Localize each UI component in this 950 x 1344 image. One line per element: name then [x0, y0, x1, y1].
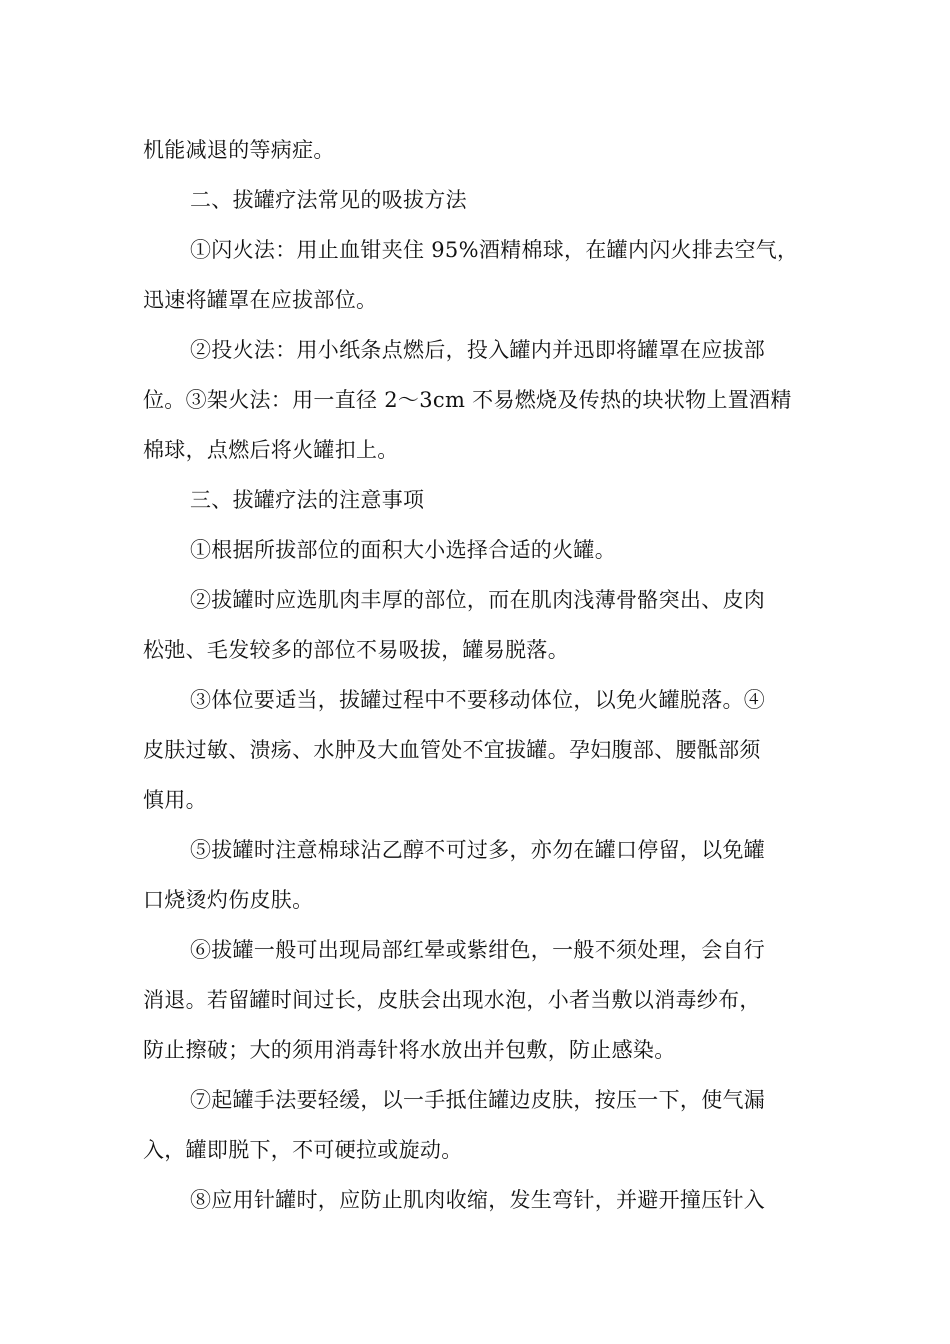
- text-line-19: 防止擦破；大的须用消毒针将水放出并包敷，防止感染。: [143, 1038, 676, 1062]
- text-line-22: ⑧应用针罐时，应防止肌肉收缩，发生弯针，并避开撞压针入: [190, 1188, 766, 1212]
- text-line-16: 口烧烫灼伤皮肤。: [143, 888, 314, 912]
- text-line-21: 入，罐即脱下，不可硬拉或旋动。: [143, 1138, 463, 1162]
- text-line-9: ①根据所拔部位的面积大小选择合适的火罐。: [190, 538, 616, 562]
- section-heading-2: 二、拔罐疗法常见的吸拔方法: [190, 188, 467, 212]
- text-line-5: ②投火法：用小纸条点燃后，投入罐内并迅即将罐罩在应拔部: [190, 338, 766, 362]
- text-line-20: ⑦起罐手法要轻缓，以一手抵住罐边皮肤，按压一下，使气漏: [190, 1088, 766, 1112]
- text-line-14: 慎用。: [143, 788, 207, 812]
- text-line-18: 消退。若留罐时间过长，皮肤会出现水泡，小者当敷以消毒纱布，: [143, 988, 761, 1012]
- text-line-17: ⑥拔罐一般可出现局部红晕或紫绀色，一般不须处理，会自行: [190, 938, 766, 962]
- text-line-1: 机能减退的等病症。: [143, 138, 335, 162]
- text-line-13: 皮肤过敏、溃疡、水肿及大血管处不宜拔罐。孕妇腹部、腰骶部须: [143, 738, 761, 762]
- text-line-10: ②拔罐时应选肌肉丰厚的部位，而在肌肉浅薄骨骼突出、皮肉: [190, 588, 766, 612]
- text-line-11: 松弛、毛发较多的部位不易吸拔，罐易脱落。: [143, 638, 569, 662]
- text-line-4: 迅速将罐罩在应拔部位。: [143, 288, 378, 312]
- text-line-15: ⑤拔罐时注意棉球沾乙醇不可过多，亦勿在罐口停留，以免罐: [190, 838, 766, 862]
- text-line-7: 棉球，点燃后将火罐扣上。: [143, 438, 399, 462]
- section-heading-3: 三、拔罐疗法的注意事项: [190, 488, 425, 512]
- text-line-6: 位。③架火法：用一直径 2～3cm 不易燃烧及传热的块状物上置酒精: [143, 388, 792, 412]
- text-line-3: ①闪火法：用止血钳夹住 95%酒精棉球，在罐内闪火排去空气，: [190, 238, 799, 262]
- text-line-12: ③体位要适当，拔罐过程中不要移动体位，以免火罐脱落。④: [190, 688, 766, 712]
